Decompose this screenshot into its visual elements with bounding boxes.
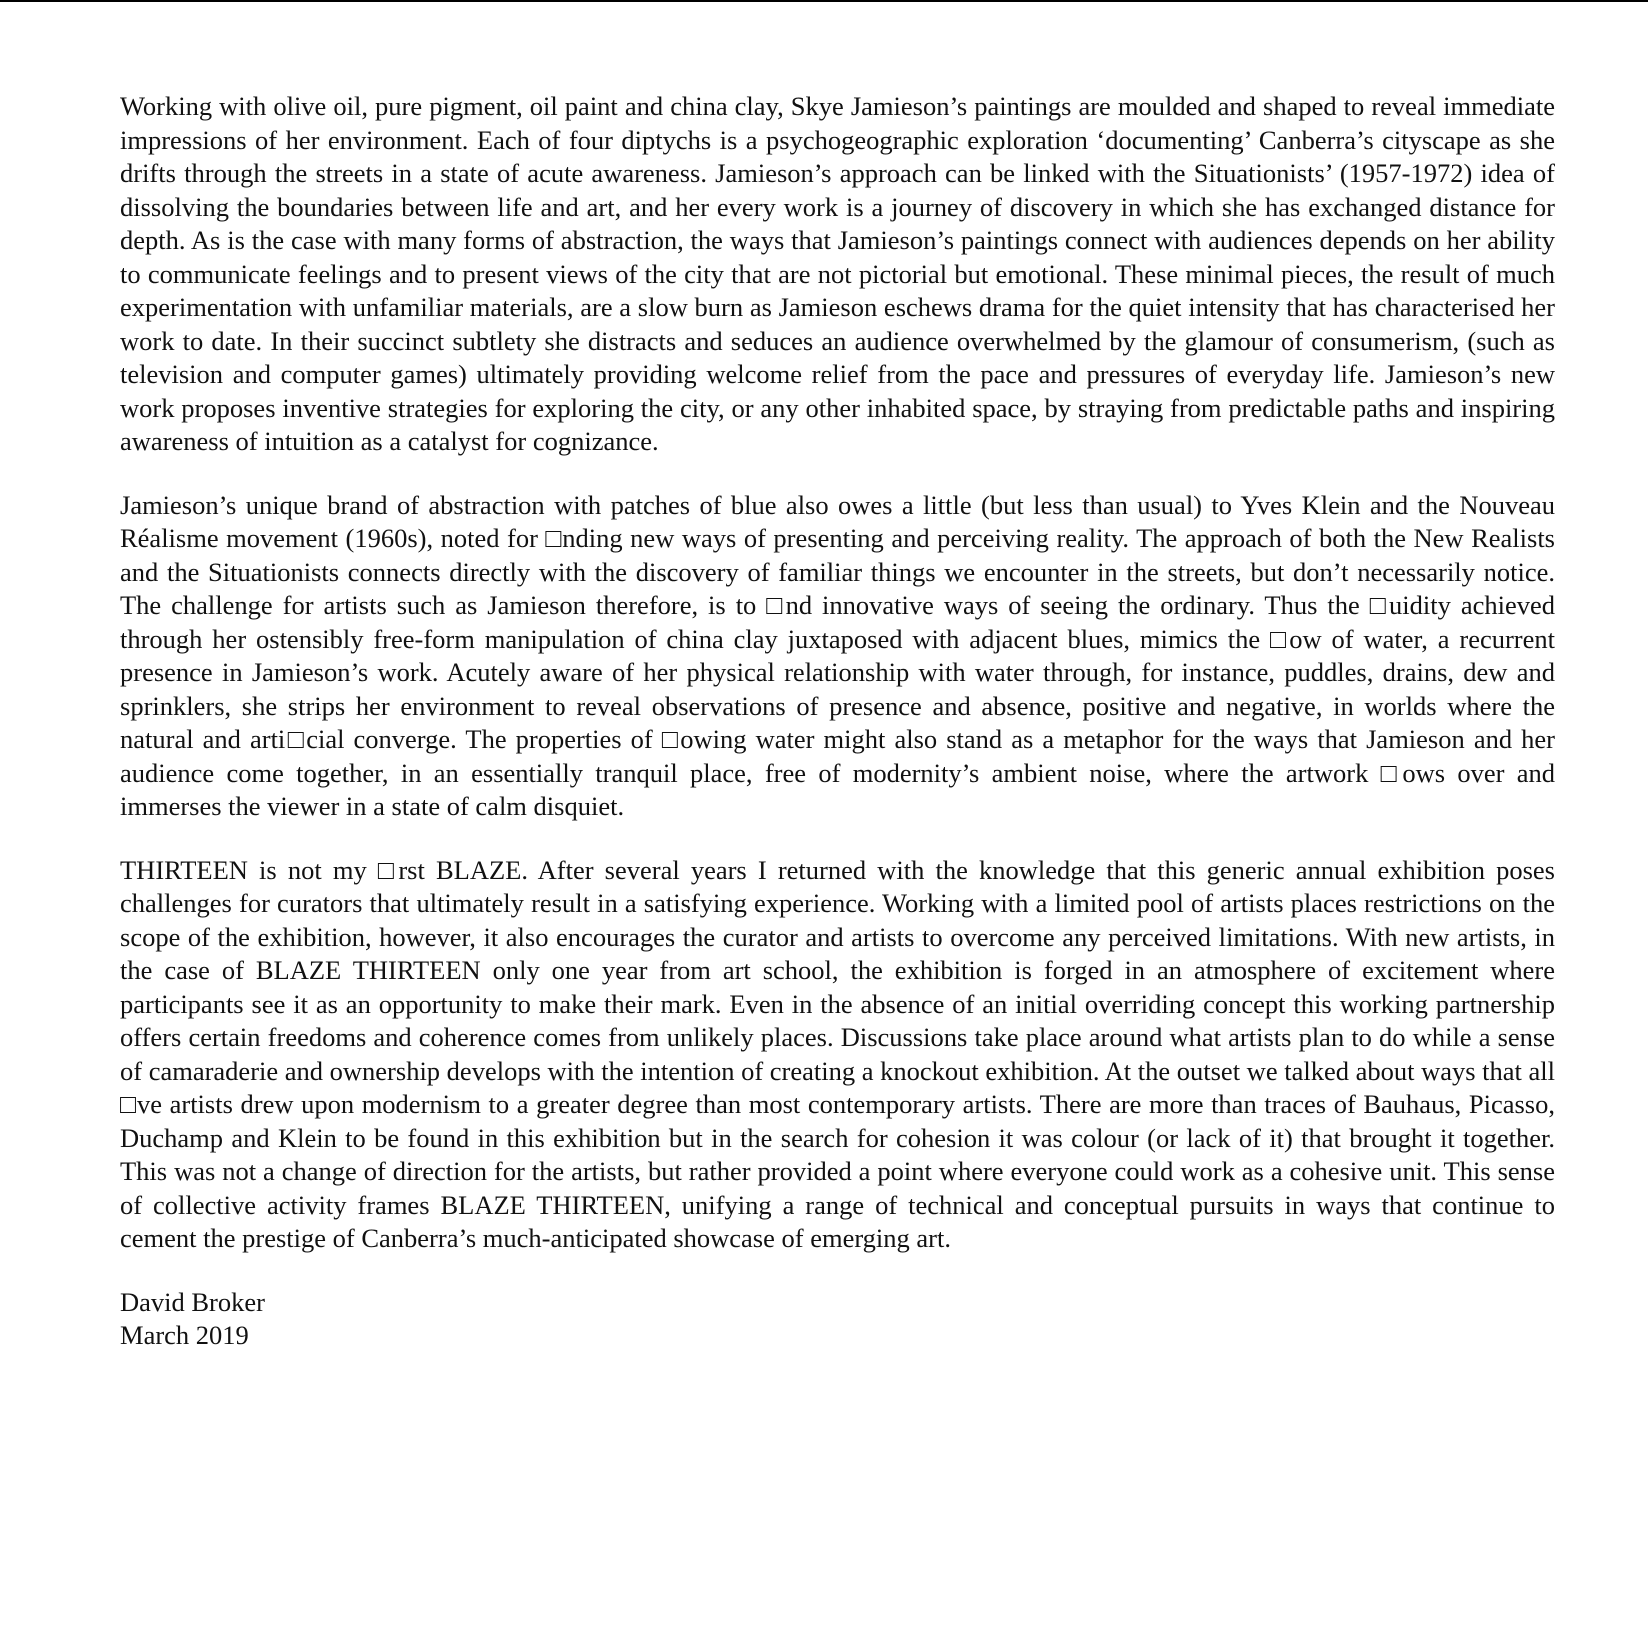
- top-border-line: [0, 0, 1648, 2]
- signature-date: March 2019: [120, 1320, 249, 1350]
- paragraph-1: Working with olive oil, pure pigment, oil paint and china clay, Skye Jamieson’s paintings are moulded and shaped to reveal immediate impressions of her environment. Each of four diptychs is a psychogeographic exploration ‘documenting’ Canberra’s cityscape as she drifts through the streets in a state of acute awareness. Jamieson’s approach can be linked with the Situationists’ (1957-1972) idea of dissolving the boundaries between life and art, and her every work is a journey of discovery in which she has exchanged distance for depth. As is the case with many forms of abstraction, the ways that Jamieson’s paintings connect with audiences depends on her ability to communicate feelings and to present views of the city that are not pictorial but emotional. These minimal pieces, the result of much experimentation with unfamiliar materials, are a slow burn as Jamieson eschews drama for the quiet intensity that has characterised her work to date. In their succinct subtlety she distracts and seduces an audience overwhelmed by the glamour of consumerism, (such as television and computer games) ultimately providing welcome relief from the pace and pressures of everyday life. Jamieson’s new work proposes inventive strategies for exploring the city, or any other inhabited space, by straying from predictable paths and inspiring awareness of intuition as a catalyst for cognizance.: [120, 91, 1555, 456]
- signature-block: [120, 1286, 1555, 1353]
- document-body: [120, 90, 1555, 1353]
- paragraph-3: THIRTEEN is not my □rst BLAZE. After several years I returned with the knowledge that this generic annual exhibition poses challenges for curators that ultimately result in a satisfying experience. Working with a limited pool of artists places restrictions on the scope of the exhibition, however, it also encourages the curator and artists to overcome any perceived limitations. With new artists, in the case of BLAZE THIRTEEN only one year from art school, the exhibition is forged in an atmosphere of excitement where participants see it as an opportunity to make their mark. Even in the absence of an initial overriding concept this working partnership offers certain freedoms and coherence comes from unlikely places. Discussions take place around what artists plan to do while a sense of camaraderie and ownership develops with the intention of creating a knockout exhibition. At the outset we talked about ways that all □ve artists drew upon modernism to a greater degree than most contemporary artists. There are more than traces of Bauhaus, Picasso, Duchamp and Klein to be found in this exhibition but in the search for cohesion it was colour (or lack of it) that brought it together. This was not a change of direction for the artists, but rather provided a point where everyone could work as a cohesive unit. This sense of collective activity frames BLAZE THIRTEEN, unifying a range of technical and conceptual pursuits in ways that continue to cement the prestige of Canberra’s much-anticipated showcase of emerging art.: [120, 854, 1556, 1253]
- paragraph-2: Jamieson’s unique brand of abstraction with patches of blue also owes a little (but less than usual) to Yves Klein and the Nouveau Réalisme movement (1960s), noted for □nding new ways of presenting and perceiving reality. The approach of both the New Realists and the Situationists connects directly with the discovery of familiar things we encounter in the streets, but don’t necessarily notice. The challenge for artists such as Jamieson therefore, is to □nd innovative ways of seeing the ordinary. Thus the □uidity achieved through her ostensibly free-form manipulation of china clay juxtaposed with adjacent blues, mimics the □ow of water, a recurrent presence in Jamieson’s work. Acutely aware of her physical relationship with water through, for instance, puddles, drains, dew and sprinklers, she strips her environment to reveal observations of presence and absence, positive and negative, in worlds where the natural and arti□cial converge. The properties of □owing water might also stand as a metaphor for the ways that Jamieson and her audience come together, in an essentially tranquil place, free of modernity’s ambient noise, where the artwork □ows over and immerses the viewer in a state of calm disquiet.: [120, 489, 1555, 821]
- author-name: David Broker: [120, 1286, 265, 1317]
